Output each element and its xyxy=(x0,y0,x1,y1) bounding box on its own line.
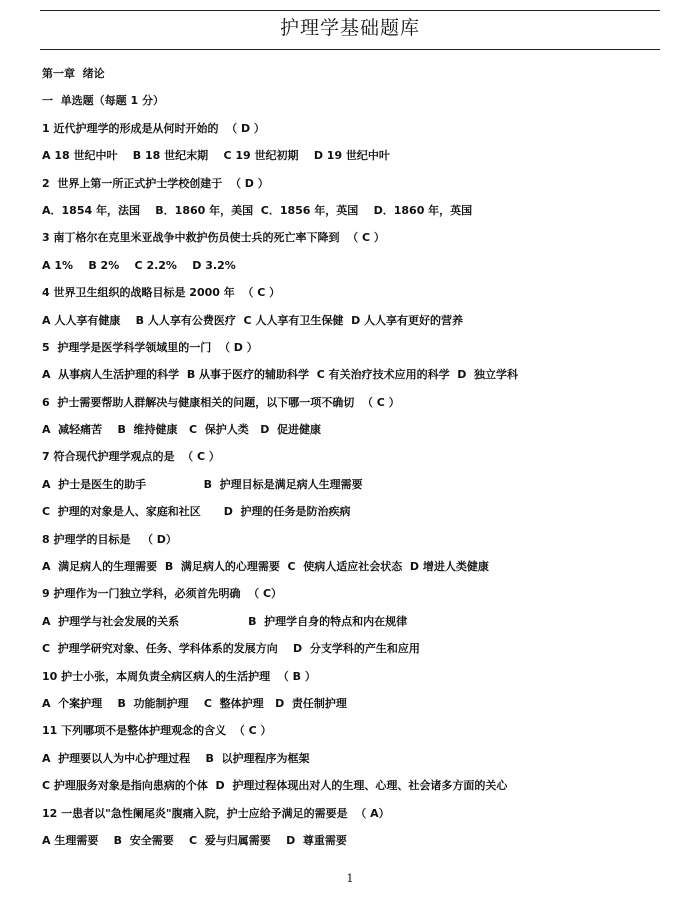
header-top-rule xyxy=(40,10,660,11)
options-8: A 满足病人的生理需要 B 满足病人的心理需要 C 使病人适应社会状态 D 增进人类健康 xyxy=(42,560,489,574)
options-12: A 生理需要 B 安全需要 C 爱与归属需要 D 尊重需要 xyxy=(42,833,347,847)
question-3: 3 南丁格尔在克里米亚战争中救护伤员使士兵的死亡率下降到 （ C ） xyxy=(42,231,385,245)
options-10: A 个案护理 B 功能制护理 C 整体护理 D 责任制护理 xyxy=(42,696,347,710)
header-bottom-rule xyxy=(40,49,660,50)
options-7b: C 护理的对象是人、家庭和社区 D 护理的任务是防治疾病 xyxy=(42,505,351,519)
options-9a: A 护理学与社会发展的关系 B 护理学自身的特点和内在规律 xyxy=(42,614,408,628)
chapter-heading: 第一章 绪论 xyxy=(42,67,105,80)
options-6: A 减轻痛苦 B 维持健康 C 保护人类 D 促进健康 xyxy=(42,423,322,437)
options-2: A．1854 年，法国 B．1860 年，美国 C．1856 年，英国 D．1860 年，英国 xyxy=(42,203,473,217)
options-9b: C 护理学研究对象、任务、学科体系的发展方向 D 分支学科的产生和应用 xyxy=(42,642,420,656)
options-7a: A 护士是医生的助手 B 护理目标是满足病人生理需要 xyxy=(42,477,363,491)
document-title: 护理学基础题库 xyxy=(279,17,420,39)
question-11: 11 下列哪项不是整体护理观念的含义 （ C ） xyxy=(42,724,272,738)
question-5: 5 护理学是医学科学领域里的一门 （ D ） xyxy=(42,340,258,354)
options-11b: C 护理服务对象是指向患病的个体 D 护理过程体现出对人的生理、心理、社会诸多方面的关心 xyxy=(42,779,508,793)
question-2: 2 世界上第一所正式护士学校创建于 （ D ） xyxy=(42,176,269,190)
question-8: 8 护理学的目标是 （ D） xyxy=(42,532,177,546)
options-5: A 从事病人生活护理的科学 B 从事于医疗的辅助科学 C 有关治疗技术应用的科学 D 独立学科 xyxy=(42,368,519,382)
document-body xyxy=(42,60,662,854)
question-10: 10 护士小张，本周负责全病区病人的生活护理 （ B ） xyxy=(42,669,316,683)
question-4: 4 世界卫生组织的战略目标是 2000 年 （ C ） xyxy=(42,286,281,300)
page-number: 1 xyxy=(346,872,354,885)
options-1: A 18 世纪中叶 B 18 世纪末期 C 19 世纪初期 D 19 世纪中叶 xyxy=(42,149,390,163)
options-4: A 人人享有健康 B 人人享有公费医疗 C 人人享有卫生保健 D 人人享有更好的营养 xyxy=(42,313,464,327)
section-heading: 一 单选题（每题 1 分） xyxy=(42,94,164,108)
question-12: 12 一患者以"急性阑尾炎"腹痛入院，护士应给予满足的需要是 （ A） xyxy=(42,806,390,820)
question-6: 6 护士需要帮助人群解决与健康相关的问题，以下哪一项不确切 （ C ） xyxy=(42,395,400,409)
options-3: A 1% B 2% C 2.2% D 3.2% xyxy=(42,258,236,272)
question-7: 7 符合现代护理学观点的是 （ C ） xyxy=(42,450,220,464)
question-1: 1 近代护理学的形成是从何时开始的 （ D ） xyxy=(42,121,265,135)
question-9: 9 护理作为一门独立学科，必须首先明确 （ C） xyxy=(42,587,283,601)
options-11a: A 护理要以人为中心护理过程 B 以护理程序为框架 xyxy=(42,751,310,765)
